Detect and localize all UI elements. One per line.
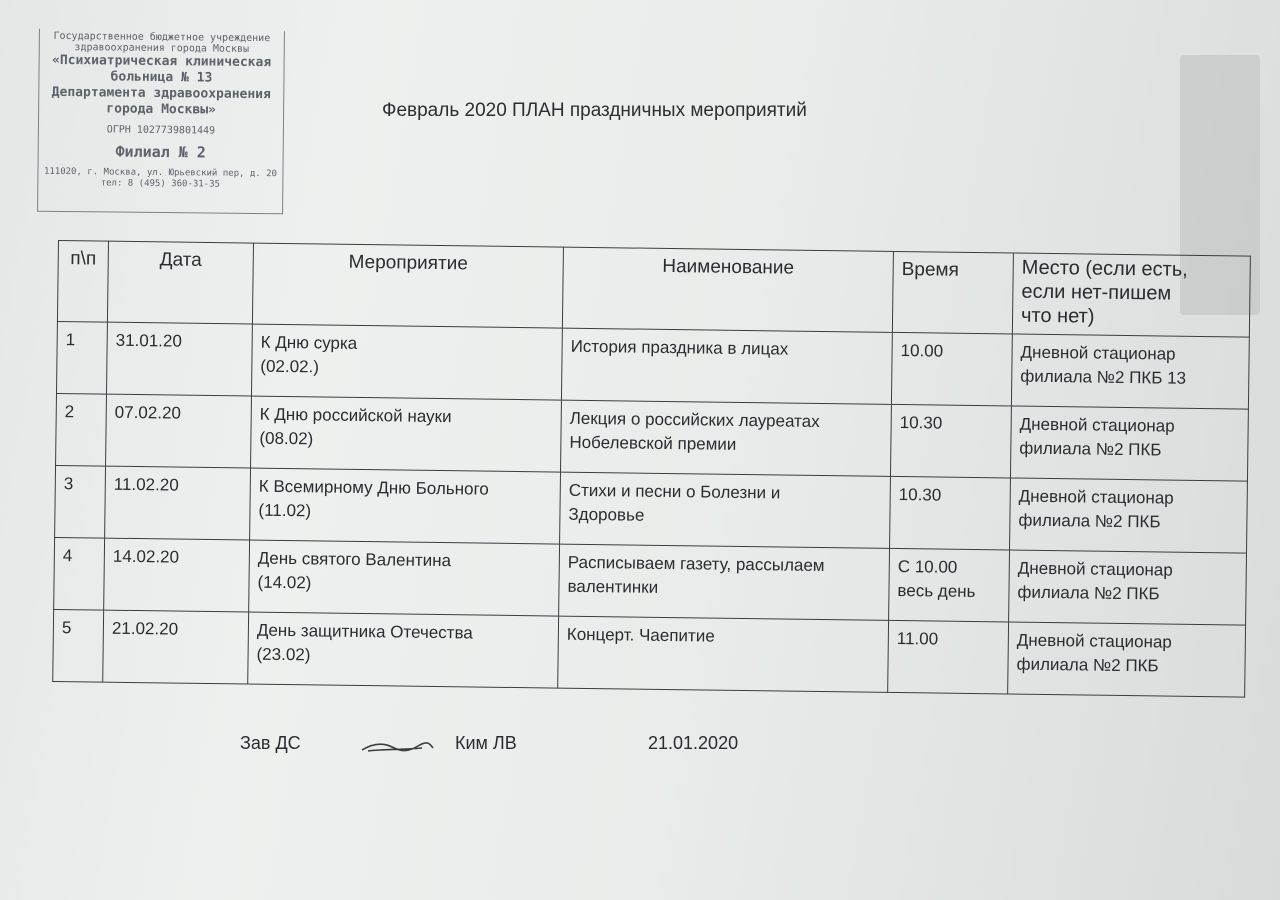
document-title: Февраль 2020 ПЛАН праздничных мероприятий (382, 100, 807, 121)
name-line: Нобелевской премии (569, 432, 737, 454)
event-line: (02.02.) (260, 356, 320, 377)
cell-place (1009, 550, 1247, 625)
header-date: Дата (107, 241, 253, 324)
name-line: Концерт. Чаепитие (566, 624, 715, 646)
stamp-line: здравоохранения города Москвы (74, 42, 250, 55)
event-line: К Всемирному Дню Больного (258, 476, 489, 499)
event-line: К Дню сурка (260, 332, 358, 353)
cell-event (248, 612, 559, 688)
cell-date: 21.02.20 (103, 610, 249, 684)
cell-name (561, 400, 892, 476)
header-name: Наименование (562, 247, 893, 332)
place-line: Дневной стационар (1017, 558, 1173, 580)
place-line: Дневной стационар (1018, 486, 1174, 508)
name-line: Расписываем газету, рассылаем (567, 552, 825, 576)
cell-num: 5 (53, 609, 104, 682)
table-header-row (57, 241, 1250, 338)
place-line: филиала №2 ПКБ (1018, 510, 1161, 532)
cell-event (251, 396, 562, 472)
event-line: (14.02) (257, 572, 312, 593)
signer-role: Зав ДС (240, 733, 301, 753)
name-line: Стихи и песни о Болезни и (568, 480, 781, 503)
place-line: филиала №2 ПКБ 13 (1020, 366, 1187, 388)
table-row (53, 609, 1246, 697)
header-place-line: если нет-пишем (1021, 280, 1172, 305)
stamp-address: 111020, г. Москва, ул. Юрьевский пер, д. 20 (43, 166, 278, 180)
stamp-line: города Москвы» (106, 101, 216, 118)
header-time: Время (892, 251, 1013, 334)
name-line: валентинки (567, 576, 659, 597)
institution-stamp (37, 29, 285, 215)
header-place (1012, 253, 1250, 337)
stamp-branch: Филиал № 2 (115, 142, 206, 162)
cell-event (251, 324, 562, 400)
cell-place (1010, 478, 1248, 553)
name-line: Здоровье (568, 504, 645, 525)
stamp-ogrn: ОГРН 1027739801449 (106, 124, 216, 137)
place-line: филиала №2 ПКБ (1016, 654, 1159, 676)
cell-date: 11.02.20 (105, 466, 251, 540)
cell-num: 4 (54, 537, 105, 610)
stamp-line: больница № 13 (110, 69, 213, 86)
events-table (52, 240, 1251, 698)
cell-time (890, 404, 1011, 478)
event-line: (23.02) (256, 644, 311, 665)
cell-name (560, 472, 891, 548)
cell-date: 07.02.20 (106, 394, 252, 468)
cell-name (559, 544, 890, 620)
cell-place (1011, 334, 1249, 409)
header-num: п\п (57, 241, 108, 323)
cell-num: 1 (56, 321, 107, 394)
header-event: Мероприятие (252, 243, 563, 328)
time-line: 10.30 (898, 485, 942, 505)
event-line: (11.02) (258, 500, 312, 521)
event-line: К Дню российской науки (259, 404, 452, 427)
cell-name (558, 616, 889, 692)
stamp-line: «Психиатрическая клиническая (51, 52, 272, 71)
cell-date: 14.02.20 (104, 538, 250, 612)
time-line: 10.00 (900, 341, 944, 361)
place-line: филиала №2 ПКБ (1019, 438, 1162, 460)
cell-event (249, 540, 560, 616)
header-place-line: что нет) (1020, 304, 1095, 328)
cell-time (891, 332, 1012, 406)
place-line: Дневной стационар (1020, 342, 1176, 364)
signature-date: 21.01.2020 (648, 733, 739, 753)
time-line: 11.00 (896, 629, 939, 649)
cell-place (1008, 622, 1246, 697)
stamp-phone: тел: 8 (495) 360-31-35 (100, 178, 221, 190)
name-line: Лекция о российских лауреатах (569, 408, 820, 431)
cell-num: 2 (56, 393, 107, 466)
time-line: 10.30 (899, 413, 943, 433)
cell-time (890, 476, 1011, 550)
cell-event (250, 468, 561, 544)
event-line: (08.02) (259, 428, 314, 449)
name-line: История праздника в лицах (570, 336, 789, 359)
time-line: весь день (897, 581, 976, 602)
signer-name: Ким ЛВ (455, 733, 517, 753)
time-line: С 10.00 (897, 557, 958, 577)
cell-time (889, 548, 1010, 622)
stamp-line: Государственное бюджетное учреждение (53, 30, 271, 45)
event-line: День защитника Отечества (256, 620, 473, 643)
event-line: День святого Валентина (257, 548, 452, 571)
cell-num: 3 (55, 465, 106, 538)
place-line: Дневной стационар (1016, 630, 1172, 652)
cell-date: 31.01.20 (106, 322, 252, 396)
header-place-line: Место (если есть, (1021, 256, 1188, 281)
stamp-line: Департамента здравоохранения (51, 84, 271, 103)
cell-time (888, 620, 1009, 694)
handwritten-signature (360, 738, 435, 758)
cell-place (1010, 406, 1248, 481)
cell-name (561, 328, 892, 404)
place-line: Дневной стационар (1019, 414, 1175, 436)
place-line: филиала №2 ПКБ (1017, 582, 1160, 604)
